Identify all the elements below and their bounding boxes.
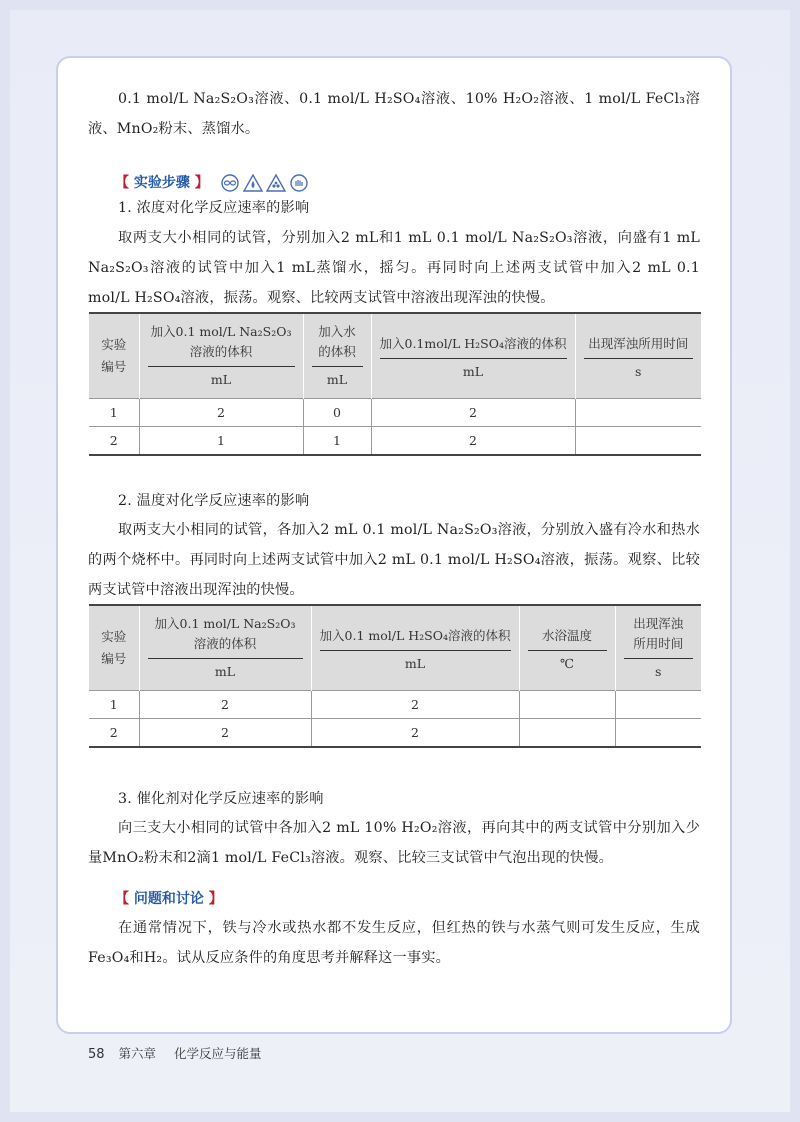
table-cell: 2	[89, 427, 139, 455]
step1-table	[89, 312, 701, 456]
materials-paragraph: 0.1 mol/L Na₂S₂O₃溶液、0.1 mol/L H₂SO₄溶液、10% H₂O₂溶液、1 mol/L FeCl₃溶液、MnO₂粉末、蒸馏水。	[88, 91, 700, 137]
safety-icons	[220, 174, 309, 192]
discussion-text: 在通常情况下，铁与冷水或热水都不发生反应，但红热的铁与水蒸气则可发生反应，生成Fe₃O₄和H₂。试从反应条件的角度思考并解释这一事实。	[88, 920, 700, 966]
table-cell: 2	[371, 399, 575, 427]
header-water-volume: 加入水 的体积	[318, 324, 356, 359]
header-unit: mL	[404, 656, 426, 671]
table-cell: 2	[311, 691, 519, 719]
table-cell: 1	[139, 427, 303, 455]
header-h2so4-volume: 加入0.1 mol/L H₂SO₄溶液的体积	[319, 628, 511, 643]
hand-wash-icon	[289, 174, 309, 192]
table-cell: 1	[89, 399, 139, 427]
table-row	[89, 691, 701, 719]
header-bath-temperature: 水浴温度	[541, 628, 592, 643]
page-number: 58	[88, 1047, 105, 1062]
table-cell: 2	[139, 719, 311, 747]
step3-text: 向三支大小相同的试管中各加入2 mL 10% H₂O₂溶液，再向其中的两支试管中分别加入少量MnO₂粉末和2滴1 mol/L FeCl₃溶液。观察、比较三支试管中气泡出现的快慢。	[88, 820, 700, 866]
table-cell	[615, 691, 701, 719]
table-cell: 2	[89, 719, 139, 747]
step2-title: 2. 温度对化学反应速率的影响	[118, 493, 310, 509]
discussion-heading: 【 问题和讨论 】	[115, 891, 223, 907]
header-unit: mL	[210, 372, 232, 387]
table-cell: 2	[139, 691, 311, 719]
chapter-title: 化学反应与能量	[174, 1046, 262, 1061]
header-unit: mL	[462, 364, 484, 379]
table-cell: 0	[303, 399, 371, 427]
page-footer	[88, 1044, 262, 1062]
table-row	[89, 427, 701, 455]
header-unit: s	[635, 364, 642, 379]
table-cell	[519, 691, 615, 719]
discussion-heading-label: 问题和讨论	[133, 891, 204, 907]
header-unit: mL	[326, 372, 348, 387]
step2-table	[89, 604, 701, 748]
header-na2s2o3-volume: 加入0.1 mol/L Na₂S₂O₃ 溶液的体积	[150, 324, 292, 359]
table-row	[89, 399, 701, 427]
corrosive-warning-icon	[266, 174, 286, 192]
table-row	[89, 719, 701, 747]
header-unit: s	[655, 664, 662, 679]
header-unit: mL	[214, 664, 236, 679]
steps-heading: 【 实验步骤 】	[115, 172, 309, 192]
table-cell	[575, 399, 701, 427]
header-experiment-no: 实验 编号	[101, 629, 127, 666]
goggles-icon	[220, 174, 240, 192]
header-experiment-no: 实验 编号	[101, 337, 127, 374]
table-cell: 2	[139, 399, 303, 427]
table-cell: 1	[303, 427, 371, 455]
step3-title: 3. 催化剂对化学反应速率的影响	[118, 791, 324, 807]
header-turbidity-time: 出现浑浊 所用时间	[633, 616, 684, 651]
table-cell	[615, 719, 701, 747]
steps-heading-label: 实验步骤	[133, 175, 190, 191]
table-cell: 2	[371, 427, 575, 455]
step1-title: 1. 浓度对化学反应速率的影响	[118, 200, 310, 216]
flame-warning-icon	[243, 174, 263, 192]
header-h2so4-volume: 加入0.1mol/L H₂SO₄溶液的体积	[379, 336, 567, 351]
chapter-label: 第六章	[118, 1046, 157, 1061]
step1-text: 取两支大小相同的试管，分别加入2 mL和1 mL 0.1 mol/L Na₂S₂O₃溶液，向盛有1 mL Na₂S₂O₃溶液的试管中加入1 mL蒸馏水，摇匀。再同时向上述两支试管中加入2 mL 0.1 mol/L H₂SO₄溶液，振荡。观察、比较两支试管中溶液出现浑浊的快慢。	[88, 230, 700, 306]
table-header-row	[89, 313, 701, 399]
header-unit: ℃	[560, 656, 574, 671]
step2-text: 取两支大小相同的试管，各加入2 mL 0.1 mol/L Na₂S₂O₃溶液，分别放入盛有冷水和热水的两个烧杯中。再同时向上述两支试管中加入2 mL 0.1 mol/L H₂SO₄溶液，振荡。观察、比较两支试管中溶液出现浑浊的快慢。	[88, 522, 700, 598]
table-header-row	[89, 605, 701, 691]
header-na2s2o3-volume: 加入0.1 mol/L Na₂S₂O₃ 溶液的体积	[154, 616, 296, 651]
header-turbidity-time: 出现浑浊所用时间	[588, 336, 689, 351]
table-cell	[575, 427, 701, 455]
table-cell: 2	[311, 719, 519, 747]
table-cell: 1	[89, 691, 139, 719]
table-cell	[519, 719, 615, 747]
